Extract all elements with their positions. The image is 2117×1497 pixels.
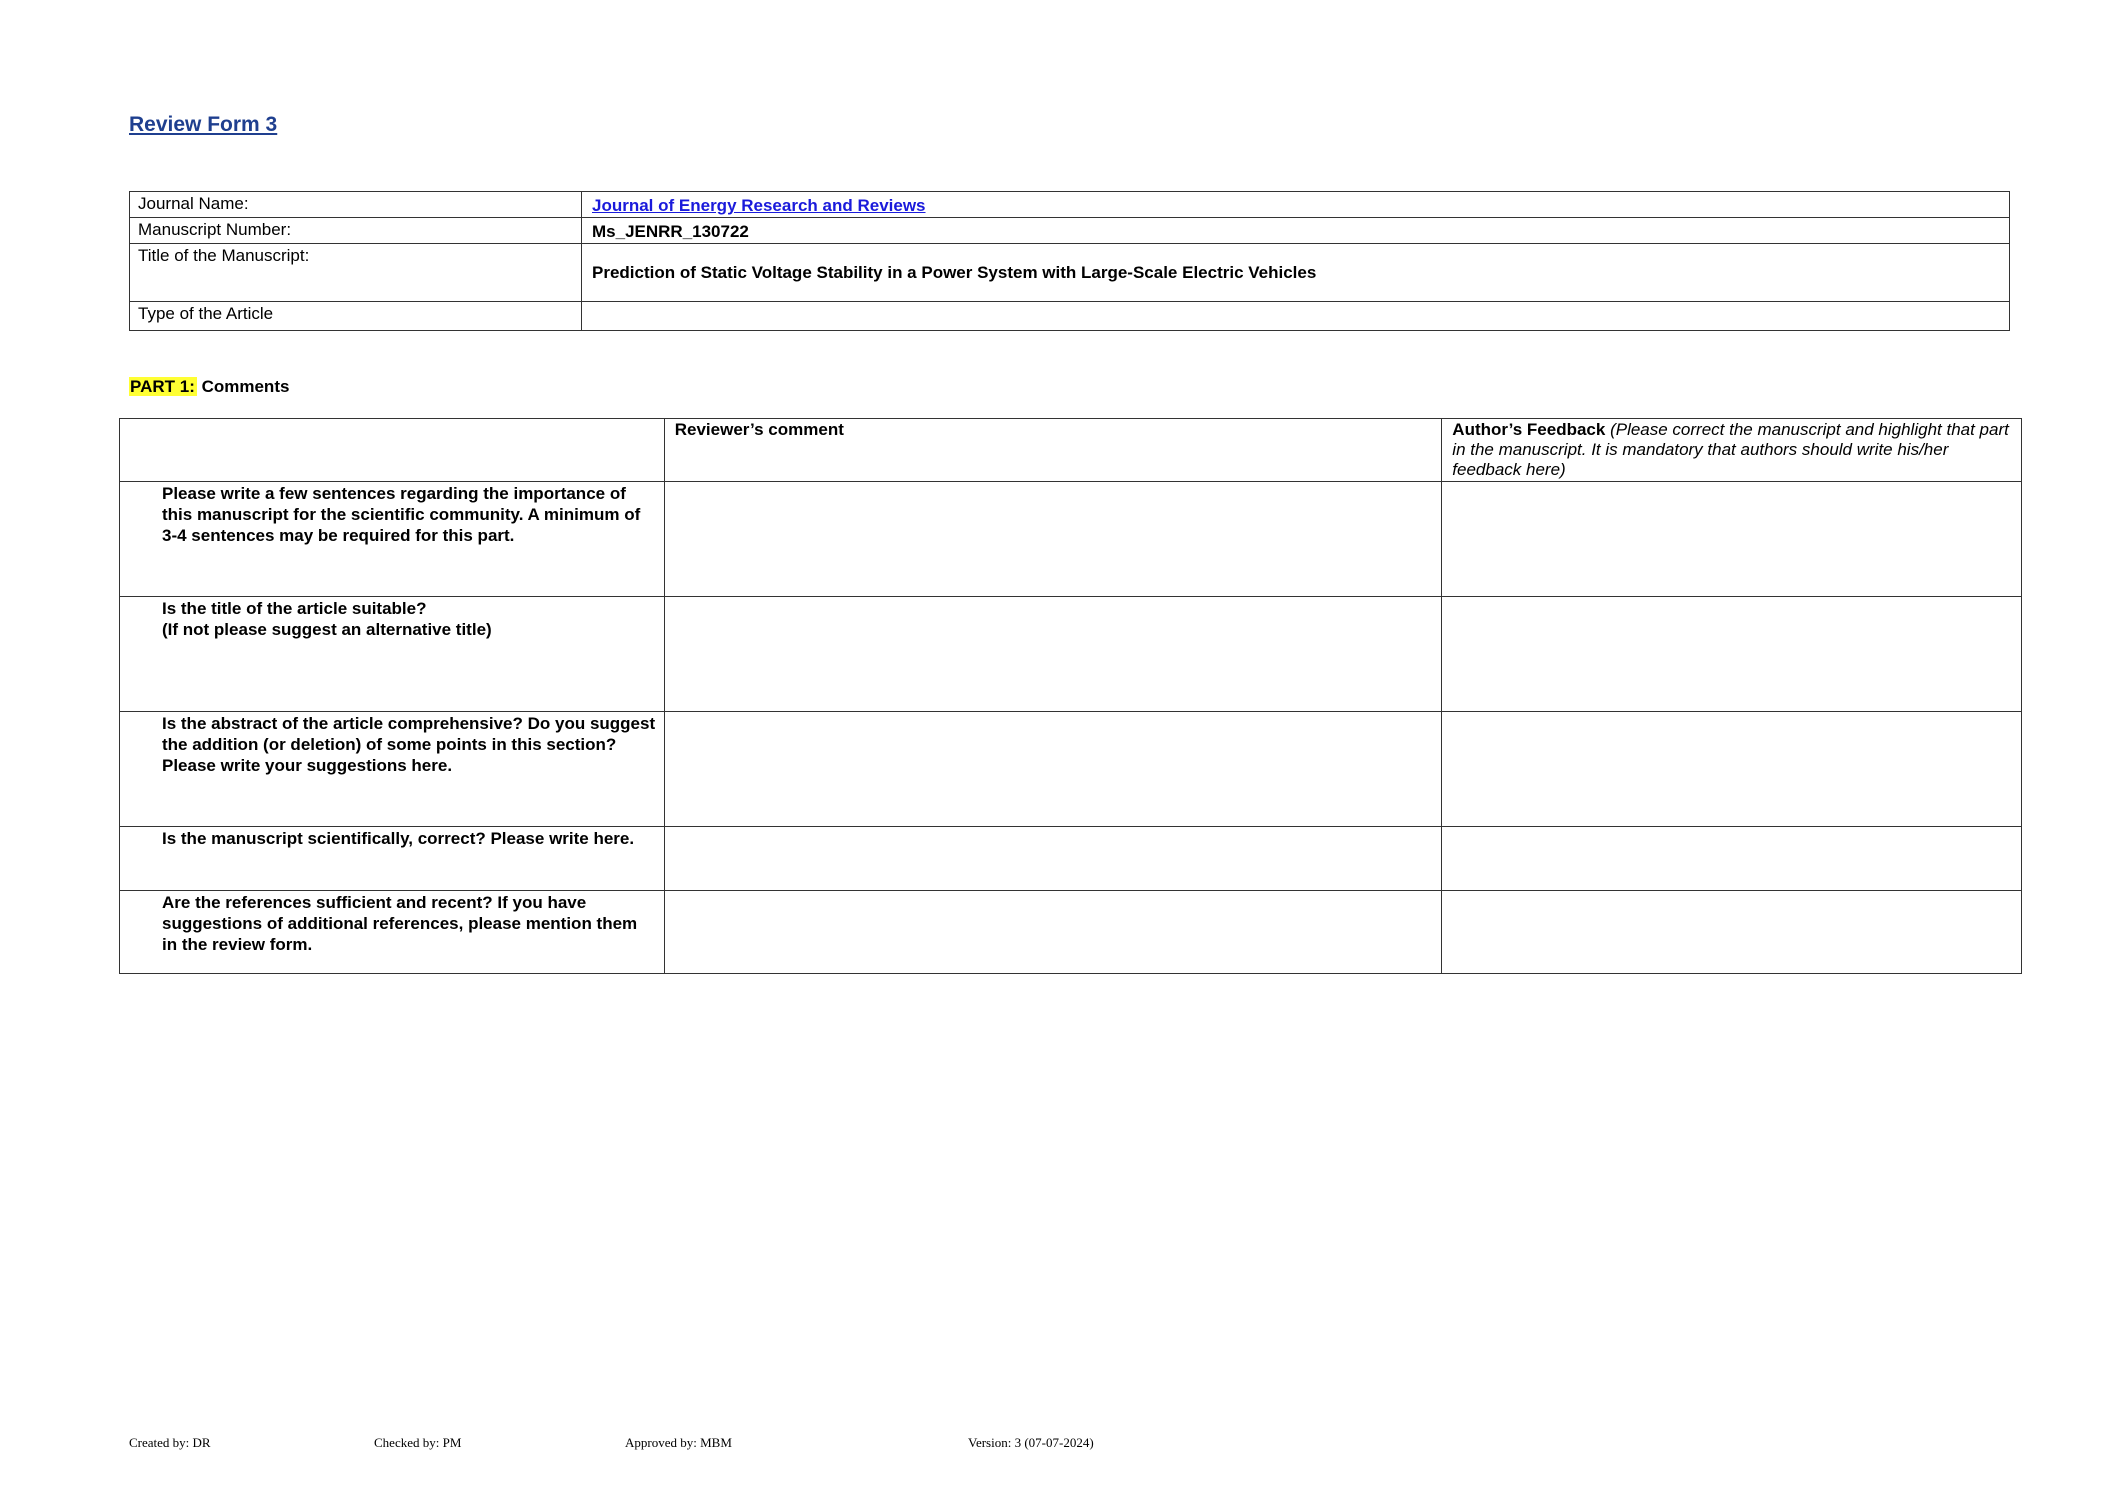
part1-heading [129,377,289,397]
question-scientific-correctness: Is the manuscript scientifically, correct? Please write here. [120,827,665,891]
comments-header-row [120,419,2022,482]
table-row [120,712,2022,827]
comments-table [119,418,2022,974]
journal-name-label: Journal Name: [130,192,582,218]
question-references: Are the references sufficient and recent? If you have suggestions of additional references, please mention them in the review form. [120,891,665,974]
article-type-row [130,302,2010,331]
question-importance: Please write a few sentences regarding the importance of this manuscript for the scientific community. A minimum of 3-4 sentences may be required for this part. [120,482,665,597]
author-feedback-cell[interactable] [1442,712,2022,827]
reviewer-comment-cell[interactable] [664,597,1442,712]
part1-highlight: PART 1: [130,377,195,396]
reviewer-comment-cell[interactable] [664,891,1442,974]
reviewer-comment-cell[interactable] [664,827,1442,891]
table-row [120,482,2022,597]
author-feedback-header-note: (Please correct the manuscript and highlight that part in the manuscript. It is mandatory that authors should write his/her feedback here) [1452,420,2009,479]
footer-created-by: Created by: DR [129,1435,211,1450]
journal-name-link[interactable]: Journal of Energy Research and Reviews [592,196,926,215]
manuscript-title-label: Title of the Manuscript: [130,244,582,302]
article-type-label: Type of the Article [130,302,582,331]
article-type-value[interactable] [582,302,2010,331]
journal-name-cell [582,192,2010,218]
manuscript-title-value: Prediction of Static Voltage Stability in a Power System with Large-Scale Electric Vehicles [582,244,2010,302]
manuscript-info-table [129,191,2010,331]
author-feedback-cell[interactable] [1442,597,2022,712]
manuscript-title-row [130,244,2010,302]
table-row [120,597,2022,712]
author-feedback-header [1442,419,2022,482]
part1-heading-text: Comments [196,377,290,396]
reviewer-comment-cell[interactable] [664,482,1442,597]
footer-version: Version: 3 (07-07-2024) [968,1435,1094,1450]
manuscript-number-row [130,218,2010,244]
footer-approved-by: Approved by: MBM [625,1435,732,1450]
question-header-cell [120,419,665,482]
footer-checked-by: Checked by: PM [374,1435,462,1450]
table-row [120,891,2022,974]
manuscript-number-label: Manuscript Number: [130,218,582,244]
author-feedback-cell[interactable] [1442,891,2022,974]
table-row [120,827,2022,891]
question-abstract: Is the abstract of the article comprehensive? Do you suggest the addition (or deletion) of some points in this section? Please write your suggestions here. [120,712,665,827]
reviewer-comment-cell[interactable] [664,712,1442,827]
question-title-suitable: Is the title of the article suitable? (If not please suggest an alternative title) [120,597,665,712]
manuscript-number-value: Ms_JENRR_130722 [582,218,2010,244]
journal-row [130,192,2010,218]
author-feedback-cell[interactable] [1442,482,2022,597]
reviewer-comment-header: Reviewer’s comment [664,419,1442,482]
author-feedback-cell[interactable] [1442,827,2022,891]
author-feedback-header-bold: Author’s Feedback [1452,420,1606,439]
form-title: Review Form 3 [129,113,278,136]
